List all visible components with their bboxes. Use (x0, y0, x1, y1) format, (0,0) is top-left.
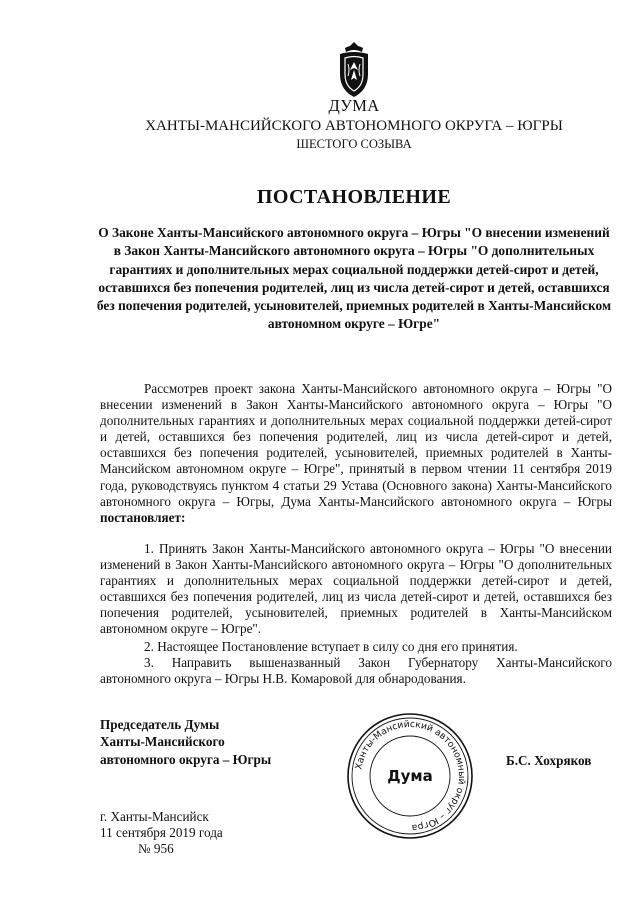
signer-title-line-3: автономного округа – Югры (100, 751, 272, 767)
signer-title-line-1: Председатель Думы (100, 717, 220, 732)
coat-of-arms-icon (331, 40, 377, 100)
document-number: № 956 (138, 841, 174, 856)
document-place: г. Ханты-Мансийск (100, 809, 209, 824)
document-subject: О Законе Ханты-Мансийского автономного округа – Югры "О внесении изменений в Закон Ханты-Мансийского автономного округа – Югры "О дополнительных гарантиях и дополнительных мерах социальной поддержки детей-сирот и детей, оставшихся без попечения родителей, лиц из числа детей-сирот и детей, оставшихся без попечения родителей, усыновителей, приемных родителей в Ханты-Мансийском автономном округе – Югре" (96, 225, 612, 332)
document-title: ПОСТАНОВЛЕНИЕ (256, 186, 452, 208)
org-name-duma: ДУМА (328, 96, 380, 115)
signer-title-line-2: Ханты-Мансийского (100, 734, 225, 750)
intro-paragraph (100, 381, 612, 526)
org-convocation: ШЕСТОГО СОЗЫВА (296, 137, 412, 151)
stamp-center-text: Дума (387, 767, 433, 785)
resolution-item-1: 1. Принять Закон Ханты-Мансийского автономного округа – Югры "О внесении изменений в Закон Ханты-Мансийского автономного округа – Югры "О дополнительных гарантиях и дополнительных мерах социальной поддержки детей-сирот и детей, оставшихся без попечения родителей, лиц из числа детей-сирот и детей, оставшихся без попечения родителей, усыновителей, приемных родителей в Ханты-Мансийском автономном округе – Югре". (100, 541, 612, 637)
official-stamp (344, 710, 476, 842)
stamp-ring-text: Ханты-Мансийский автономный округ – Югра (353, 718, 468, 834)
document-date: 11 сентября 2019 года (100, 825, 223, 840)
intro-text: Рассмотрев проект закона Ханты-Мансийского автономного округа – Югры "О внесении изменений в Закон Ханты-Мансийского автономного округа – Югры "О дополнительных гарантиях и дополнительных мерах социальной поддержки детей-сирот и детей, оставшихся без попечения родителей, лиц из числа детей-сирот и детей, оставшихся без попечения родителей, усыновителей, приемных родителей в Ханты-Мансийском автономном округе – Югре", принятый в первом чтении 11 сентября 2019 года, руководствуясь пунктом 4 статьи 29 Устава (Основного закона) Ханты-Мансийского автономного округа – Югры, Дума Ханты-Мансийского автономного округа – Югры (100, 381, 612, 509)
resolution-item-3: 3. Направить вышеназванный Закон Губернатору Ханты-Мансийского автономного округа – Югры Н.В. Комаровой для обнародования. (100, 655, 612, 687)
org-name-region: ХАНТЫ-МАНСИЙСКОГО АВТОНОМНОГО ОКРУГА – ЮГРЫ (145, 118, 563, 134)
signer-title (100, 716, 360, 768)
signer-name: Б.С. Хохряков (506, 753, 592, 768)
intro-resolves: постановляет: (100, 509, 186, 525)
resolution-item-2: 2. Настоящее Постановление вступает в силу со дня его принятия. (144, 639, 518, 654)
